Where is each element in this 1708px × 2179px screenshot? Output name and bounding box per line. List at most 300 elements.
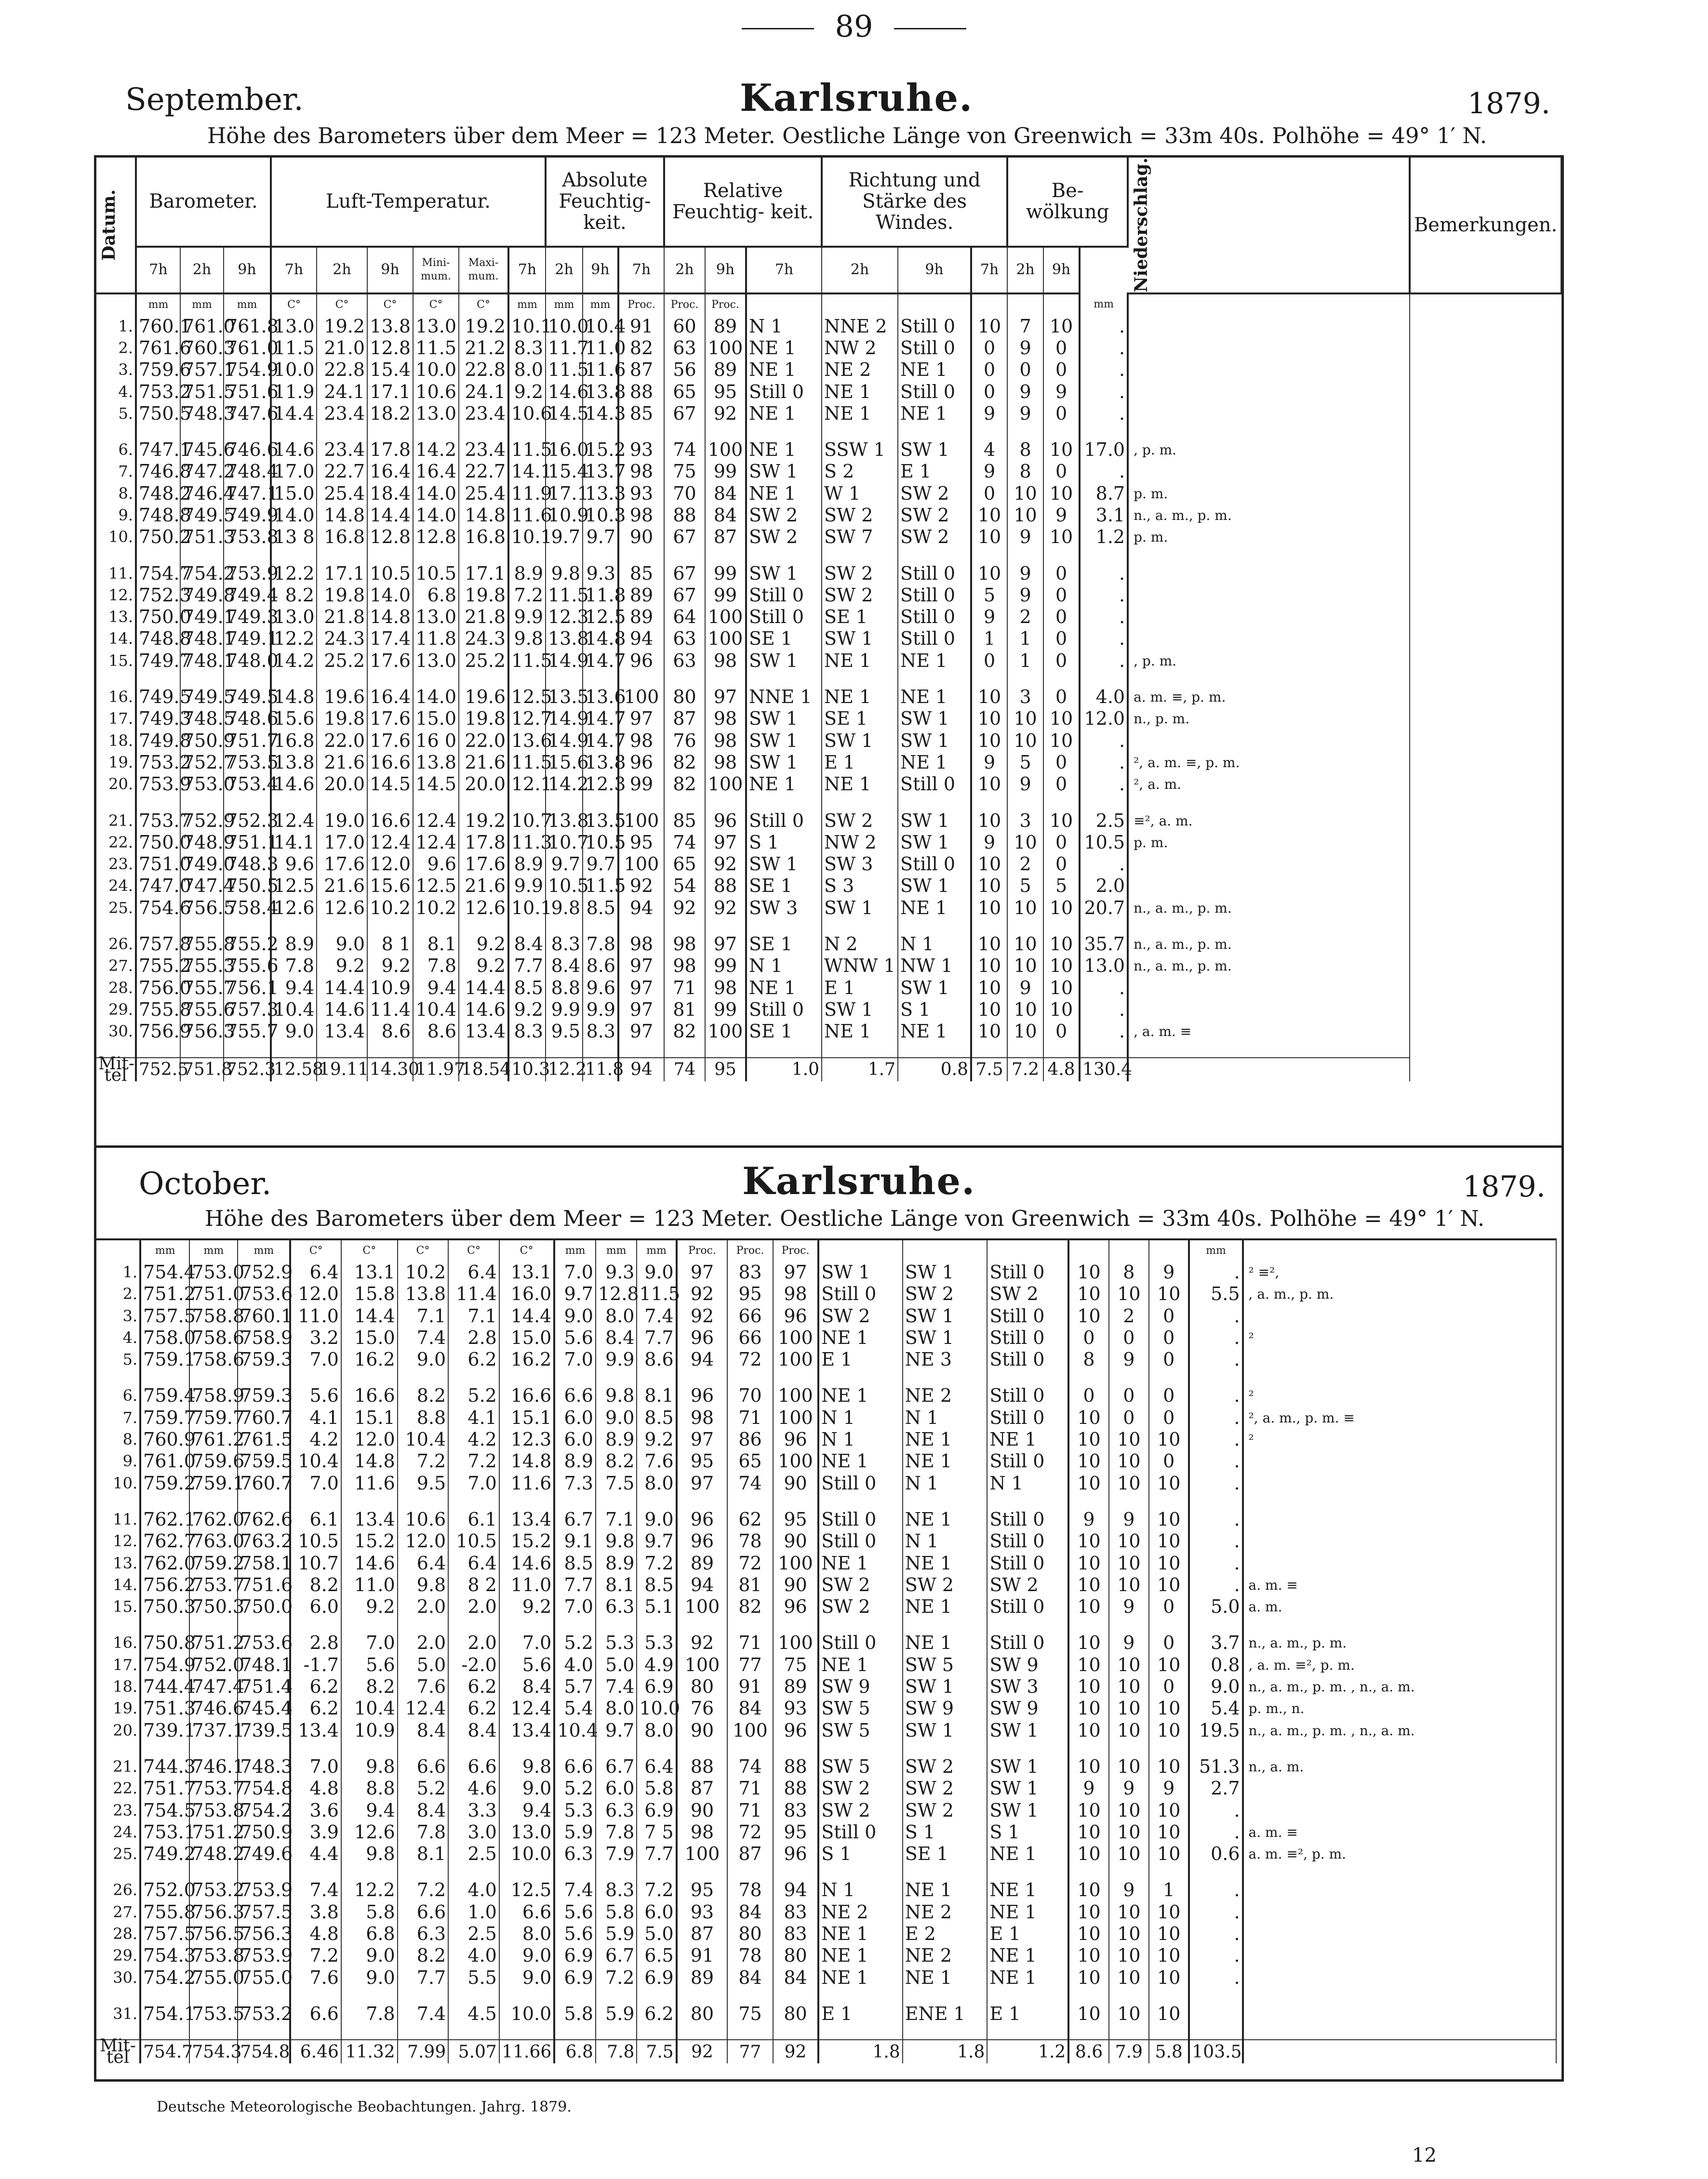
table-cell: 21.6 <box>459 875 508 897</box>
table-cell: NE 1 <box>903 1429 987 1450</box>
table-cell: 9.0 <box>637 1262 676 1283</box>
table-cell: 8.2 <box>290 1574 341 1596</box>
table-cell: 13.0 <box>413 316 459 337</box>
table-cell: 2.0 <box>398 1596 449 1618</box>
table-cell: 25.2 <box>459 650 508 672</box>
table-cell: 753.8 <box>224 526 271 548</box>
table-cell: 753.7 <box>189 1778 238 1799</box>
table-cell: NE 1 <box>818 1450 903 1472</box>
table-row <box>96 1530 1556 1552</box>
table-cell: 9.6 <box>271 853 317 875</box>
table-cell: 84 <box>727 1698 773 1719</box>
table-cell: 761.2 <box>189 1429 238 1450</box>
table-cell: 24.1 <box>317 381 367 403</box>
table-cell: 10 <box>1068 1473 1108 1494</box>
table-cell: 12.8 <box>367 337 413 359</box>
table-cell: SW 1 <box>898 708 971 730</box>
table-cell: 60 <box>664 316 705 337</box>
table-row <box>96 337 1561 359</box>
table-cell: 10 <box>971 1021 1007 1042</box>
table-cell: E 1 <box>898 461 971 482</box>
table-row <box>96 526 1561 548</box>
table-cell: 5.0 <box>596 1654 637 1676</box>
table-cell: 10 <box>1149 1843 1189 1865</box>
table-cell: Still 0 <box>987 1530 1068 1552</box>
table-cell: 7.0 <box>290 1756 341 1778</box>
table-cell: 14.2 <box>546 773 583 795</box>
table-cell: 20.7 <box>1080 897 1128 919</box>
table-cell: 7.0 <box>341 1632 398 1654</box>
table-cell: 13.8 <box>583 381 618 403</box>
table-cell: 0 <box>1068 1327 1108 1349</box>
mean-cell: 74 <box>664 1058 705 1081</box>
table-cell: 10 <box>1068 1879 1108 1901</box>
table-cell: 756.9 <box>136 1021 180 1042</box>
table-cell: NE 1 <box>746 773 822 795</box>
table-cell: NE 1 <box>898 359 971 381</box>
table-cell: 7.2 <box>290 1945 341 1966</box>
table-cell: 750.9 <box>238 1821 290 1843</box>
table-cell: 7.8 <box>341 2003 398 2025</box>
oct-year: 1879. <box>1463 1170 1546 1204</box>
table-cell: 749.4 <box>224 585 271 606</box>
table-cell: 6.3 <box>596 1596 637 1618</box>
row-remark <box>1243 1923 1556 1945</box>
table-cell: 87 <box>664 708 705 730</box>
table-cell: N 1 <box>987 1473 1068 1494</box>
table-cell: 23.4 <box>317 439 367 461</box>
table-cell: 98 <box>618 461 664 482</box>
table-cell: 65 <box>727 1450 773 1472</box>
table-cell: 92 <box>664 897 705 919</box>
table-cell: 2.7 <box>1189 1778 1242 1799</box>
table-cell: 13 8 <box>271 526 317 548</box>
table-cell: 744.3 <box>140 1756 189 1778</box>
table-cell: 6.4 <box>448 1553 499 1574</box>
table-cell: 10 <box>1068 1262 1108 1283</box>
mean-cell: 11.66 <box>499 2040 554 2063</box>
table-cell: 755.6 <box>180 999 224 1021</box>
table-cell: 4.1 <box>448 1407 499 1429</box>
table-cell: 14.0 <box>413 686 459 708</box>
table-cell: 7.7 <box>554 1574 596 1596</box>
table-cell: 76 <box>664 730 705 752</box>
table-cell: . <box>1189 1553 1242 1574</box>
table-cell: 8.9 <box>271 933 317 955</box>
table-cell: 752.0 <box>140 1879 189 1901</box>
table-cell: 754.5 <box>140 1800 189 1821</box>
table-cell: 14.5 <box>367 773 413 795</box>
table-cell: SW 1 <box>746 708 822 730</box>
table-cell: 15.0 <box>499 1327 554 1349</box>
row-date: 26. <box>96 933 136 955</box>
row-remark: ², a. m. ≡, p. m. <box>1128 752 1410 773</box>
table-cell: SW 2 <box>903 1283 987 1305</box>
table-cell: . <box>1080 461 1128 482</box>
table-cell: SE 1 <box>903 1843 987 1865</box>
row-remark <box>1243 1967 1556 1989</box>
table-cell: 11.4 <box>448 1283 499 1305</box>
table-cell: Still 0 <box>987 1385 1068 1407</box>
table-cell: Still 0 <box>746 999 822 1021</box>
table-cell: 10 <box>1149 1698 1189 1719</box>
table-cell: 7.5 <box>596 1473 637 1494</box>
table-cell: 761.0 <box>180 316 224 337</box>
table-cell: NE 1 <box>903 1509 987 1530</box>
table-cell: 9.3 <box>596 1262 637 1283</box>
table-cell: 94 <box>618 628 664 650</box>
table-cell: 751.7 <box>224 730 271 752</box>
table-cell: 10 <box>1109 1901 1149 1923</box>
table-cell: 82 <box>618 337 664 359</box>
table-cell: 6.8 <box>413 585 459 606</box>
table-cell: 6.3 <box>596 1800 637 1821</box>
table-cell: 8.0 <box>508 359 546 381</box>
row-date: 17. <box>96 708 136 730</box>
table-cell: 100 <box>705 337 746 359</box>
table-cell: 0 <box>1109 1385 1149 1407</box>
row-remark: ≡², a. m. <box>1128 810 1410 832</box>
table-cell: NE 1 <box>822 686 898 708</box>
col-rel-humidity: Relative Feuchtig- keit. <box>664 158 822 247</box>
row-remark <box>1243 1800 1556 1821</box>
table-cell: 9.0 <box>637 1509 676 1530</box>
table-cell: 753.5 <box>224 752 271 773</box>
table-cell: 12.3 <box>583 773 618 795</box>
table-cell: 1.2 <box>1080 526 1128 548</box>
table-cell: 749.5 <box>224 686 271 708</box>
table-cell: 10 <box>1109 1967 1149 1989</box>
table-cell: 6.7 <box>596 1945 637 1966</box>
table-cell: 10.4 <box>398 1429 449 1450</box>
table-cell: 8.4 <box>508 933 546 955</box>
table-cell: 19.6 <box>459 686 508 708</box>
table-cell: 9 <box>1149 1778 1189 1799</box>
table-row <box>96 403 1561 425</box>
table-cell: 8.9 <box>554 1450 596 1472</box>
table-cell: 100 <box>618 810 664 832</box>
table-cell: 11.0 <box>341 1574 398 1596</box>
table-cell: 3.6 <box>290 1800 341 1821</box>
table-cell: 9 <box>1109 1349 1149 1370</box>
table-cell: 8.2 <box>398 1385 449 1407</box>
table-cell: NE 1 <box>903 1632 987 1654</box>
table-cell: 25.4 <box>459 483 508 505</box>
row-remark: n., a. m., p. m. <box>1128 955 1410 977</box>
table-cell: 10 <box>1043 977 1080 999</box>
table-cell: 87 <box>618 359 664 381</box>
table-cell: 9.7 <box>554 1283 596 1305</box>
table-cell: 5.2 <box>398 1778 449 1799</box>
table-cell: 753.2 <box>136 381 180 403</box>
table-cell: 755.2 <box>136 955 180 977</box>
table-cell: NW 2 <box>822 832 898 853</box>
table-cell: 753.5 <box>189 2003 238 2025</box>
table-cell: 9 <box>1149 1262 1189 1283</box>
table-row <box>96 585 1561 606</box>
table-cell: 90 <box>773 1530 818 1552</box>
table-cell: 13.8 <box>546 628 583 650</box>
table-cell: 753.9 <box>238 1945 290 1966</box>
table-cell: NE 2 <box>818 1901 903 1923</box>
table-cell: 97 <box>705 686 746 708</box>
table-cell: 21.6 <box>317 752 367 773</box>
table-cell: 10.4 <box>583 316 618 337</box>
table-cell: 14.8 <box>341 1450 398 1472</box>
table-cell: 5.8 <box>341 1901 398 1923</box>
table-cell: 2.0 <box>1080 875 1128 897</box>
table-cell: . <box>1189 1509 1242 1530</box>
row-remark <box>1128 853 1410 875</box>
table-cell: 758.6 <box>189 1327 238 1349</box>
table-cell: 17.6 <box>367 708 413 730</box>
row-date: 30. <box>96 1967 140 1989</box>
table-cell: 3.9 <box>290 1821 341 1843</box>
table-cell: . <box>1080 752 1128 773</box>
table-cell: 15.1 <box>499 1407 554 1429</box>
table-cell: 12.0 <box>398 1530 449 1552</box>
row-remark: ², a. m., p. m. ≡ <box>1243 1407 1556 1429</box>
table-cell: 0 <box>1043 606 1080 628</box>
row-date: 7. <box>96 1407 140 1429</box>
row-remark <box>1243 1473 1556 1494</box>
table-cell: 95 <box>773 1509 818 1530</box>
table-cell: 750.0 <box>136 832 180 853</box>
table-cell: 0.8 <box>1189 1654 1242 1676</box>
table-cell: 6.2 <box>637 2003 676 2025</box>
table-cell: 95 <box>773 1821 818 1843</box>
table-cell: 751.2 <box>189 1632 238 1654</box>
row-date: 11. <box>96 563 136 585</box>
table-cell: Still 0 <box>818 1509 903 1530</box>
table-cell: 759.6 <box>189 1450 238 1472</box>
table-cell: 67 <box>664 585 705 606</box>
sub-rel-7h: 7h <box>618 247 664 293</box>
table-cell: 753.0 <box>189 1262 238 1283</box>
table-cell: 759.2 <box>189 1553 238 1574</box>
table-cell: . <box>1080 628 1128 650</box>
table-cell: 9.2 <box>341 1596 398 1618</box>
table-cell: 7.7 <box>637 1327 676 1349</box>
table-cell: 756.5 <box>189 1923 238 1945</box>
table-cell: 5.0 <box>637 1923 676 1945</box>
table-cell: SW 1 <box>987 1756 1068 1778</box>
group-spacer <box>96 672 1561 686</box>
table-cell: 82 <box>664 773 705 795</box>
mean-cell <box>1128 1058 1410 1081</box>
table-cell: 753.9 <box>136 773 180 795</box>
table-cell: 11.5 <box>583 875 618 897</box>
table-row <box>96 628 1561 650</box>
row-remark: a. m. ≡², p. m. <box>1243 1843 1556 1865</box>
table-cell: 12.5 <box>499 1879 554 1901</box>
table-cell: SW 7 <box>822 526 898 548</box>
mean-cell: 4.8 <box>1043 1058 1080 1081</box>
table-cell: 755.6 <box>224 955 271 977</box>
table-cell: 4.5 <box>448 2003 499 2025</box>
table-cell: 13.0 <box>271 316 317 337</box>
table-cell: 99 <box>705 461 746 482</box>
table-cell: 10 <box>1109 1756 1149 1778</box>
table-cell: 9 <box>1109 1596 1149 1618</box>
table-cell: 6.6 <box>554 1756 596 1778</box>
table-cell: 89 <box>677 1967 728 1989</box>
mean-cell: 92 <box>773 2040 818 2063</box>
table-cell: 72 <box>727 1553 773 1574</box>
table-cell: 10 <box>1043 897 1080 919</box>
table-row <box>96 730 1561 752</box>
table-cell: N 1 <box>903 1473 987 1494</box>
table-cell: 10 <box>1043 810 1080 832</box>
table-cell: 6.7 <box>596 1756 637 1778</box>
table-cell: 746.4 <box>180 483 224 505</box>
table-cell: 10 <box>971 686 1007 708</box>
table-cell: 745.4 <box>238 1698 290 1719</box>
row-remark <box>1128 461 1410 482</box>
table-cell: SW 2 <box>818 1778 903 1799</box>
table-cell: 80 <box>677 2003 728 2025</box>
table-cell: 8.2 <box>398 1945 449 1966</box>
table-cell: SW 5 <box>818 1720 903 1741</box>
row-date: 9. <box>96 1450 140 1472</box>
table-cell: 8.9 <box>596 1429 637 1450</box>
table-cell: 753.2 <box>136 752 180 773</box>
table-cell: 10 <box>971 955 1007 977</box>
table-cell: 94 <box>618 897 664 919</box>
row-remark <box>1128 999 1410 1021</box>
row-remark: ² <box>1243 1429 1556 1450</box>
table-cell: 7.8 <box>596 1821 637 1843</box>
table-cell: 15.4 <box>367 359 413 381</box>
table-cell: 4.8 <box>290 1923 341 1945</box>
table-cell: 9.2 <box>367 955 413 977</box>
table-row <box>96 381 1561 403</box>
table-cell: 100 <box>705 439 746 461</box>
table-cell: 0 <box>1043 628 1080 650</box>
table-cell: 0 <box>1043 853 1080 875</box>
table-cell: 91 <box>677 1945 728 1966</box>
table-cell: NE 2 <box>903 1901 987 1923</box>
table-cell: 6.6 <box>398 1901 449 1923</box>
table-cell: 8.3 <box>596 1879 637 1901</box>
table-cell: 2.5 <box>448 1923 499 1945</box>
table-cell: 6.0 <box>290 1596 341 1618</box>
table-cell: 9 <box>1007 381 1043 403</box>
table-cell: 748.1 <box>180 628 224 650</box>
table-cell: SW 2 <box>987 1574 1068 1596</box>
table-cell: 14.8 <box>583 628 618 650</box>
table-row <box>96 1698 1556 1719</box>
group-spacer <box>96 1741 1556 1756</box>
table-cell: 762.0 <box>140 1553 189 1574</box>
table-cell: 9.0 <box>341 1967 398 1989</box>
table-cell: 5.8 <box>554 2003 596 2025</box>
table-cell: 71 <box>727 1632 773 1654</box>
table-cell: 9.2 <box>508 381 546 403</box>
table-cell: 10 <box>1149 1283 1189 1305</box>
table-cell: 10 <box>1007 897 1043 919</box>
table-cell: 70 <box>727 1385 773 1407</box>
table-cell: 16.4 <box>367 686 413 708</box>
table-cell: 94 <box>677 1574 728 1596</box>
table-cell: 14.4 <box>271 403 317 425</box>
table-cell: 7.6 <box>398 1676 449 1698</box>
table-row <box>96 483 1561 505</box>
table-cell: 10 <box>1109 1676 1149 1698</box>
row-remark <box>1243 1450 1556 1472</box>
table-cell: Still 0 <box>898 563 971 585</box>
table-row <box>96 773 1561 795</box>
table-cell: 9 <box>1109 1509 1149 1530</box>
table-cell: W 1 <box>822 483 898 505</box>
table-cell: 98 <box>705 752 746 773</box>
table-cell: 95 <box>677 1879 728 1901</box>
table-cell: SW 5 <box>818 1756 903 1778</box>
row-remark: a. m. ≡ <box>1243 1821 1556 1843</box>
table-cell: 66 <box>727 1305 773 1327</box>
table-cell: 9.5 <box>398 1473 449 1494</box>
col-wind: Richtung und Stärke des Windes. <box>822 158 1007 247</box>
sep-month-title: September. <box>125 82 304 118</box>
table-cell: 755.3 <box>180 955 224 977</box>
table-cell: SW 1 <box>898 832 971 853</box>
table-cell: 13.8 <box>546 810 583 832</box>
table-cell: NE 1 <box>903 1553 987 1574</box>
table-cell: 753.9 <box>238 1879 290 1901</box>
table-cell: 96 <box>773 1305 818 1327</box>
table-cell: 5.5 <box>448 1967 499 1989</box>
table-row <box>96 1327 1556 1349</box>
table-cell: 11.7 <box>546 337 583 359</box>
row-date: 12. <box>96 1530 140 1552</box>
mean-cell: 5.8 <box>1149 2040 1189 2063</box>
table-cell: 10 <box>1068 1800 1108 1821</box>
table-cell: 35.7 <box>1080 933 1128 955</box>
table-cell: 5.8 <box>596 1901 637 1923</box>
table-cell: 13.8 <box>398 1283 449 1305</box>
table-cell: 14.8 <box>317 505 367 526</box>
table-cell: SE 1 <box>822 708 898 730</box>
table-cell: 78 <box>727 1530 773 1552</box>
table-cell: 17.0 <box>317 832 367 853</box>
table-cell: 13.1 <box>499 1262 554 1283</box>
table-cell: 10 <box>1068 1967 1108 1989</box>
table-cell: 12.4 <box>413 832 459 853</box>
row-date: 21. <box>96 810 136 832</box>
table-cell: 762.6 <box>238 1509 290 1530</box>
row-date: 14. <box>96 1574 140 1596</box>
group-spacer <box>96 1370 1556 1385</box>
mean-cell: 751.8 <box>180 1058 224 1081</box>
table-cell: 755.7 <box>180 977 224 999</box>
table-cell: 87 <box>705 526 746 548</box>
table-cell: 17.8 <box>459 832 508 853</box>
table-cell: Still 0 <box>898 628 971 650</box>
table-cell: N 1 <box>818 1879 903 1901</box>
table-cell: 75 <box>664 461 705 482</box>
table-cell: 12.5 <box>508 686 546 708</box>
group-spacer <box>96 796 1561 810</box>
table-cell: 2.8 <box>290 1632 341 1654</box>
table-cell: 761.5 <box>238 1429 290 1450</box>
table-cell: 11.6 <box>499 1473 554 1494</box>
table-cell: SW 9 <box>818 1676 903 1698</box>
table-cell: 10 <box>1043 999 1080 1021</box>
table-cell: Still 0 <box>898 773 971 795</box>
table-cell: 4.2 <box>448 1429 499 1450</box>
table-cell: 6.7 <box>554 1509 596 1530</box>
table-cell: SW 1 <box>903 1676 987 1698</box>
